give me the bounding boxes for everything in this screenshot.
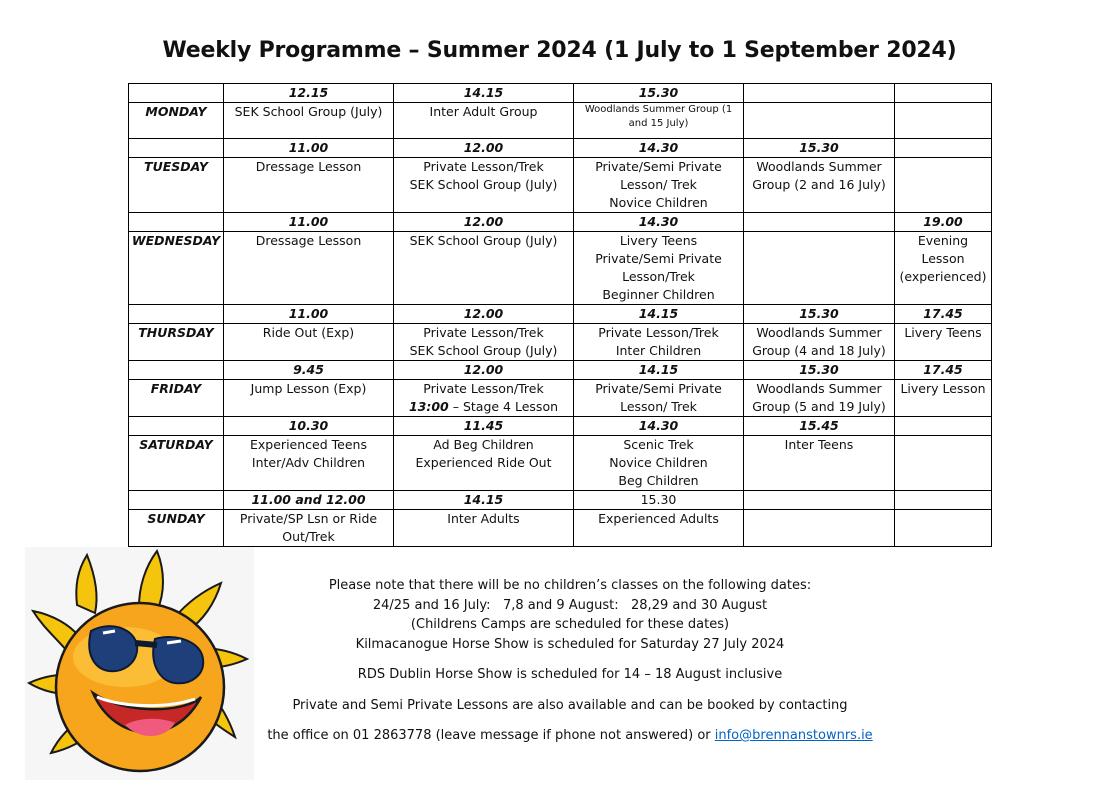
time-cell: 11.45 xyxy=(394,417,574,436)
page-title: Weekly Programme – Summer 2024 (1 July to 1 September 2024) xyxy=(162,38,957,63)
time-cell: 12.00 xyxy=(394,361,574,380)
email-link[interactable]: info@brennanstownrs.ie xyxy=(714,728,873,743)
time-cell: 9.45 xyxy=(224,361,394,380)
activity-cell xyxy=(895,436,992,491)
activity-cell: Experienced Adults xyxy=(574,510,744,547)
activity-cell: Evening Lesson (experienced) xyxy=(895,232,992,305)
sun-sunglasses-icon xyxy=(25,547,254,780)
time-cell: 11.00 and 12.00 xyxy=(224,491,394,510)
activity-cell: SEK School Group (July) xyxy=(224,103,394,139)
activity-cell: Woodlands Summer Group (4 and 18 July) xyxy=(744,324,895,361)
time-cell: 10.30 xyxy=(224,417,394,436)
notes-block xyxy=(240,576,900,746)
time-cell: 14.30 xyxy=(574,213,744,232)
activity-row-sunday xyxy=(129,510,992,547)
notes-line: RDS Dublin Horse Show is scheduled for 14 – 18 August inclusive xyxy=(357,667,783,682)
time-cell: 12.00 xyxy=(394,139,574,158)
sunglasses-bridge xyxy=(135,643,157,645)
notes-line: Private and Semi Private Lessons are also available and can be booked by contacting xyxy=(292,697,848,713)
time-cell: 14.30 xyxy=(574,417,744,436)
activity-cell: Private Lesson/Trek 13:00 – Stage 4 Lesson xyxy=(394,380,574,417)
activity-cell: Jump Lesson (Exp) xyxy=(224,380,394,417)
activity-cell: Ride Out (Exp) xyxy=(224,324,394,361)
activity-cell: Inter Adult Group xyxy=(394,103,574,139)
time-row-sunday xyxy=(129,491,992,510)
activity-cell: Private/Semi Private Lesson/ Trek xyxy=(574,380,744,417)
weekly-programme-table xyxy=(128,83,992,547)
time-cell: 14.15 xyxy=(394,491,574,510)
activity-cell: Livery Teens Private/Semi Private Lesson/Trek Beginner Children xyxy=(574,232,744,305)
activity-cell xyxy=(895,510,992,547)
time-row-wednesday xyxy=(129,213,992,232)
time-cell: 15.30 xyxy=(744,139,895,158)
time-row-saturday xyxy=(129,417,992,436)
time-cell: 11.00 xyxy=(224,305,394,324)
time-cell: 11.00 xyxy=(224,139,394,158)
time-cell xyxy=(744,213,895,232)
sun-face xyxy=(56,603,224,771)
activity-cell: Inter Teens xyxy=(744,436,895,491)
time-cell: 14.15 xyxy=(574,361,744,380)
time-cell: 11.00 xyxy=(224,213,394,232)
sun-illustration xyxy=(25,547,254,780)
day-label-monday: MONDAY xyxy=(129,103,224,139)
day-label-saturday: SATURDAY xyxy=(129,436,224,491)
stage4-text: – Stage 4 Lesson xyxy=(448,399,559,414)
activity-cell xyxy=(895,103,992,139)
activity-cell: Woodlands Summer Group (5 and 19 July) xyxy=(744,380,895,417)
sun-ray xyxy=(76,555,96,613)
activity-cell: Woodlands Summer Group (2 and 16 July) xyxy=(744,158,895,213)
time-cell: 15.30 xyxy=(574,491,744,510)
activity-cell xyxy=(744,232,895,305)
activity-cell: Private/Semi Private Lesson/ Trek Novice Children xyxy=(574,158,744,213)
day-label-friday: FRIDAY xyxy=(129,380,224,417)
activity-cell: Private Lesson/Trek SEK School Group (July) xyxy=(394,158,574,213)
activity-cell: Livery Teens xyxy=(895,324,992,361)
activity-cell: Inter Adults xyxy=(394,510,574,547)
time-cell: 17.45 xyxy=(895,361,992,380)
activity-row-saturday xyxy=(129,436,992,491)
notes-line: (Childrens Camps are scheduled for these dates) xyxy=(410,617,730,632)
time-cell: 12.00 xyxy=(394,305,574,324)
stage4-time: 13:00 xyxy=(408,399,449,414)
time-cell: 15.30 xyxy=(744,305,895,324)
activity-row-wednesday xyxy=(129,232,992,305)
activity-cell xyxy=(744,103,895,139)
time-cell: 15.30 xyxy=(744,361,895,380)
time-cell xyxy=(744,491,895,510)
activity-row-tuesday xyxy=(129,158,992,213)
activity-cell: Ad Beg Children Experienced Ride Out xyxy=(394,436,574,491)
time-cell: 14.15 xyxy=(394,84,574,103)
time-cell: 12.15 xyxy=(224,84,394,103)
time-cell: 19.00 xyxy=(895,213,992,232)
activity-cell: Dressage Lesson xyxy=(224,232,394,305)
day-label-thursday: THURSDAY xyxy=(129,324,224,361)
time-row-friday xyxy=(129,361,992,380)
time-cell xyxy=(895,139,992,158)
activity-row-monday xyxy=(129,103,992,139)
time-row-monday xyxy=(129,84,992,103)
day-label-sunday: SUNDAY xyxy=(129,510,224,547)
time-cell: 17.45 xyxy=(895,305,992,324)
time-row-thursday xyxy=(129,305,992,324)
notes-line: Please note that there will be no children’s classes on the following dates: xyxy=(328,578,812,593)
time-row-tuesday xyxy=(129,139,992,158)
contact-line: the office on 01 2863778 (leave message if phone not answered) or info@brennanstownrs.ie xyxy=(267,728,873,743)
notes-line: 24/25 and 16 July: 7,8 and 9 August: 28,29 and 30 August xyxy=(372,597,768,613)
activity-cell: Private/SP Lsn or Ride Out/Trek xyxy=(224,510,394,547)
activity-row-friday xyxy=(129,380,992,417)
time-cell: 15.30 xyxy=(574,84,744,103)
activity-cell: Woodlands Summer Group (1 and 15 July) xyxy=(574,103,744,139)
activity-cell: Private Lesson/Trek SEK School Group (July) xyxy=(394,324,574,361)
time-cell: 14.30 xyxy=(574,139,744,158)
time-cell xyxy=(895,84,992,103)
time-cell xyxy=(895,491,992,510)
activity-cell: SEK School Group (July) xyxy=(394,232,574,305)
sunglasses-left-lens xyxy=(89,626,137,671)
activity-cell xyxy=(895,158,992,213)
day-label-tuesday: TUESDAY xyxy=(129,158,224,213)
time-cell: 14.15 xyxy=(574,305,744,324)
activity-cell: Livery Lesson xyxy=(895,380,992,417)
time-cell xyxy=(744,84,895,103)
time-cell xyxy=(895,417,992,436)
activity-row-thursday xyxy=(129,324,992,361)
day-label-wednesday: WEDNESDAY xyxy=(129,232,224,305)
activity-cell: Private Lesson/Trek Inter Children xyxy=(574,324,744,361)
activity-cell xyxy=(744,510,895,547)
time-cell: 12.00 xyxy=(394,213,574,232)
notes-line: Kilmacanogue Horse Show is scheduled for Saturday 27 July 2024 xyxy=(355,636,785,652)
activity-cell: Dressage Lesson xyxy=(224,158,394,213)
time-cell: 15.45 xyxy=(744,417,895,436)
activity-cell: Scenic Trek Novice Children Beg Children xyxy=(574,436,744,491)
activity-cell: Experienced Teens Inter/Adv Children xyxy=(224,436,394,491)
